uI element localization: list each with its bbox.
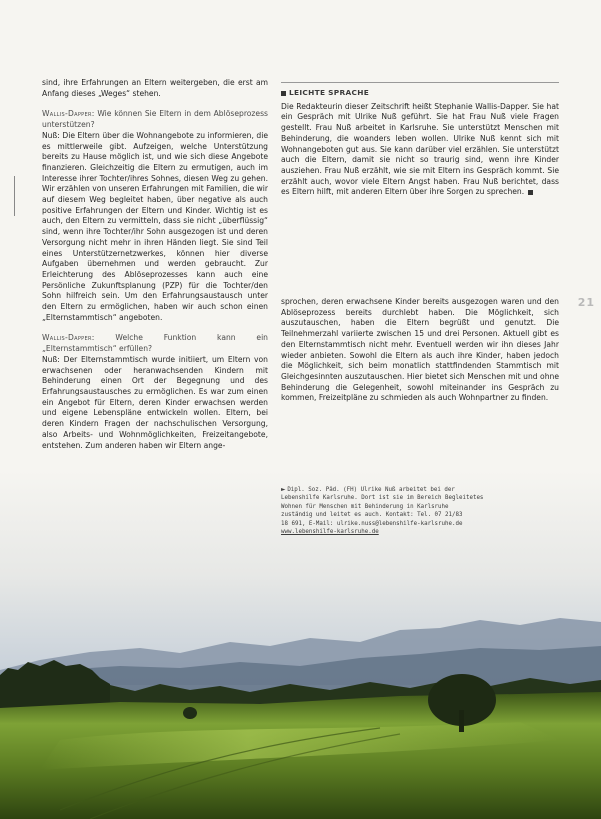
- info-line-3: Wohnen für Menschen mit Behinderung in Karlsruhe: [281, 503, 449, 510]
- right-column-text: sprochen, deren erwachsene Kinder bereits ausgezogen waren und den Ablöseprozess bereits durchlebt haben. Die Möglichkeit, sich auszutauschen, haben die Eltern begrüßt und genutzt. Die Teilnehmerzahl variierte zwischen 15 und drei Personen. Aktuell gibt es den Elternstammtisch nicht mehr. Eventuell werden wir ihn dieses Jahr wieder anbieten. Sowohl die Eltern als auch ihre Kinder, haben jedoch die Möglichkeit, sich beim monatlich stattfindenden Stammtisch mit Gleichgesinnten auszutauschen. Hier bietet sich Menschen mit und ohne Behinderung die Gelegenheit, sowohl miteinander ins Gespräch zu kommen, Freizeitpläne zu schmieden als auch Wohnpartner zu finden.: [281, 297, 559, 403]
- info-line-1: [281, 486, 511, 494]
- question-1-speaker: Wallis-Dapper:: [42, 109, 95, 119]
- question-2-text: Welche Funktion kann ein „Elternstammtisch“ erfüllen?: [42, 333, 268, 354]
- left-text-column: [42, 78, 268, 451]
- sidebar-top-rule: [281, 82, 559, 83]
- right-text-column: [281, 297, 559, 404]
- sidebar-heading-text: LEICHTE SPRACHE: [289, 88, 370, 97]
- sidebar-heading: [281, 88, 559, 99]
- square-bullet-icon: [281, 91, 286, 96]
- answer-1: [42, 131, 268, 324]
- info-line-1-text: Dipl. Soz. Päd. (FH) Ulrike Nuß arbeitet bei der: [287, 487, 455, 493]
- question-1: [42, 109, 268, 130]
- sidebar-body: Die Redakteurin dieser Zeitschrift heißt Stephanie Wallis-Dapper. Sie hat ein Gespräch mit Ulrike Nuß geführt. Sie hat Frau Nuß viele Fragen gestellt. Frau Nuß arbeitet in Karlsruhe. Sie unterstützt Menschen mit Behinderung, die woanders leben wollen. Ulrike Nuß kennt sich mit Wohnangeboten gut aus. Sie kann darüber viel erzählen. Sie unterstützt auch die Eltern, damit sie nicht so traurig sind, wenn ihre Kinder ausziehen. Frau Nuß erzählt, wie sie mit Eltern ins Gespräch kommt. Sie erzählt auch, wovor viele Eltern Angst haben. Frau Nuß berichtet, dass es Eltern hilft, mit anderen Eltern über ihre Sorgen zu sprechen.: [281, 101, 559, 197]
- end-square-icon: [528, 190, 533, 195]
- answer-1-speaker: Nuß:: [42, 130, 60, 140]
- question-2-speaker: Wallis-Dapper:: [42, 333, 95, 343]
- intro-text: sind, ihre Erfahrungen an Eltern weitergeben, die erst am Anfang dieses „Weges“ stehen.: [42, 78, 268, 98]
- answer-1-text: Die Eltern über die Wohnangebote zu informieren, die es mittlerweile gibt. Aufzeigen, welche Unterstützung bereits zu Hause möglich ist, und wie sich diese Angebote finanzieren. Gleichzeitig die Eltern zu ermutigen, auch im Interesse ihrer Tochter/ihres Sohnes, diesen Weg zu gehen. Wir erzählen von unseren Erfahrungen mit Familien, die wir auf diesem Weg begleitet haben, über negative als auch positive Erfahrungen der Eltern und Kinder. Wichtig ist es auch, den Eltern zu vermitteln, dass sie nicht „überflüssig“ sind, wenn ihre Tochter/ihr Sohn ausgezogen ist und deren Versorgung nicht mehr in ihren Händen liegt. Sie sind Teil eines Unterstützernetzwerkes, können hier diverse Aufgaben übernehmen und werden gebraucht. Zur Erleichterung des Ablöseprozesses kann auch eine Persönliche Zukunftsplanung (PZP) für die Tochter/den Sohn hilfreich sein. Um den Erfahrungsaustausch unter den Eltern zu ermöglichen, haben wir auch schon einen „Elternstammtisch“ angeboten.: [42, 130, 268, 322]
- answer-2-speaker: Nuß:: [42, 354, 60, 364]
- answer-2: [42, 355, 268, 451]
- leichte-sprache-box: [281, 88, 559, 198]
- sidebar-text: [281, 102, 559, 198]
- margin-mark: [14, 176, 17, 216]
- info-line-4: zuständig und leitet es auch. Kontakt: Tel. 07 21/83: [281, 512, 463, 519]
- author-info-box: [281, 486, 511, 536]
- arrow-icon: ►: [281, 487, 288, 493]
- answer-2-text: Der Elternstammtisch wurde initiiert, um Eltern von erwachsenen oder heranwachsenden Kindern mit Behinderung einen Ort der Begegnung und des Erfahrungsaustausches zu ermöglichen. Es war zum einen ein Angebot für Eltern, deren Kinder erwachsen werden und eigene Lebenspläne entwickeln wollen. Eltern, bei deren Kindern Fragen der nachschulischen Versorgung, also Arbeits- und Wohnmöglichkeiten, Freizeitangebote, entstehen. Zum anderen haben wir Eltern ange-: [42, 354, 268, 450]
- info-line-2: Lebenshilfe Karlsruhe. Dort ist sie im Bereich Begleitetes: [281, 495, 484, 502]
- info-line-5: 18 691, E-Mail: ulrike.nuss@lebenshilfe-karlsruhe.de: [281, 520, 463, 527]
- question-2: [42, 333, 268, 354]
- website-link[interactable]: www.lebenshilfe-karlsruhe.de: [281, 529, 379, 536]
- question-1-text: Wie können Sie Eltern in dem Ablöseprozess unterstützen?: [42, 109, 268, 130]
- page-number: 21: [577, 296, 595, 309]
